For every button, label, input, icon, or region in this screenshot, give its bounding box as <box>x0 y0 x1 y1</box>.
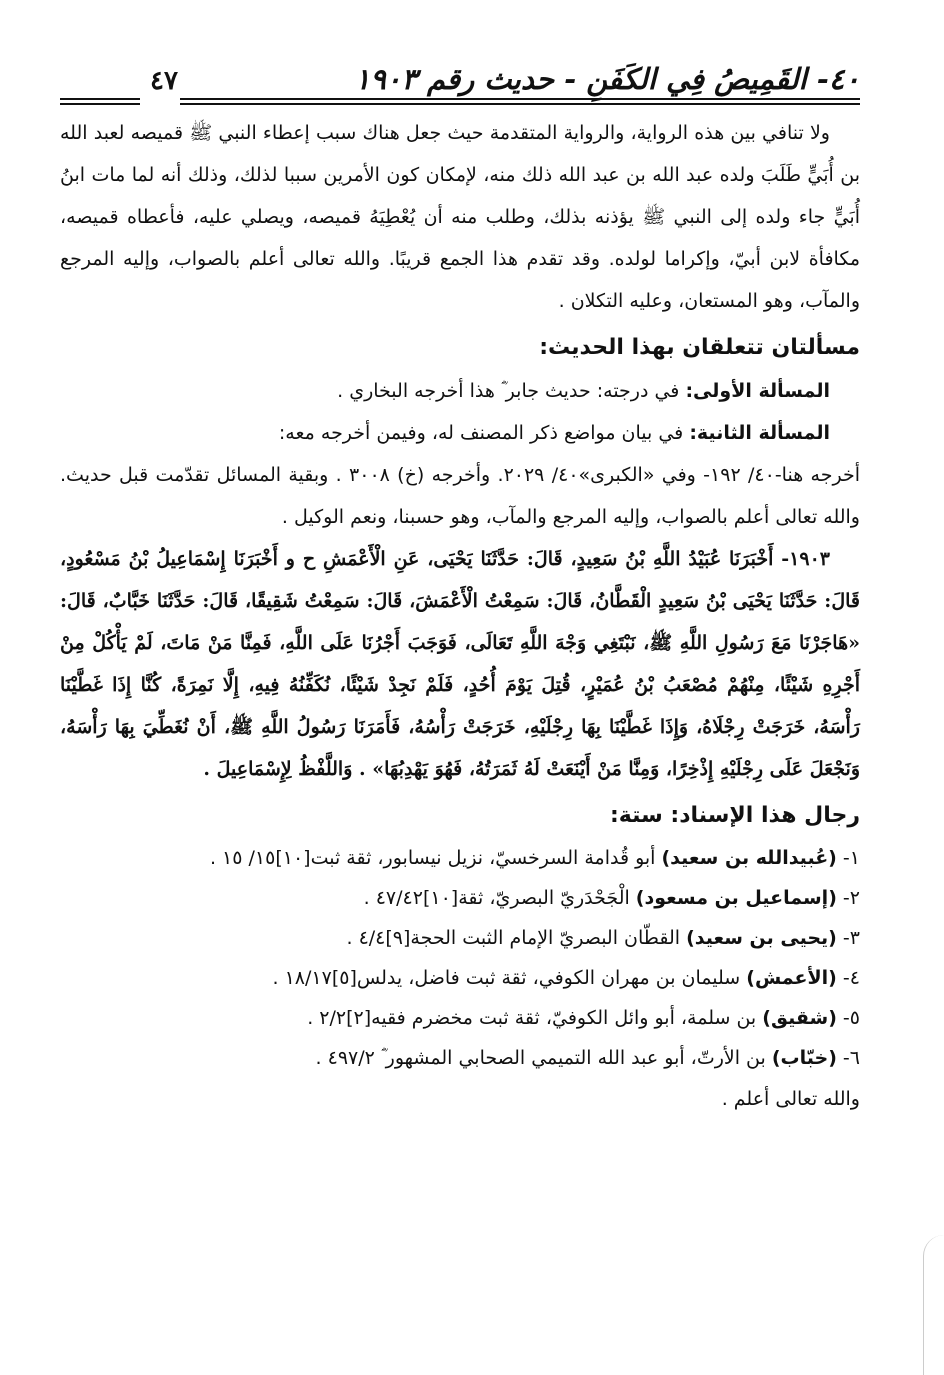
header-rule-line <box>60 98 860 100</box>
narrators-heading: رجال هذا الإسناد: ستة: <box>610 803 860 828</box>
issue-second-label: المسألة الثانية: <box>689 422 830 444</box>
narrator-number: ٥- <box>836 1007 860 1029</box>
chapter-title: ٤٠- القَمِيصُ فِي الكَفَنِ - حديث رقم ١٩٠٣ <box>354 62 860 96</box>
narrator-name: (إسماعيل بن مسعود) <box>635 887 837 909</box>
narrator-desc: أبو قُدامة السرخسيّ، نزيل نيسابور، ثقة ثبت[١٠]١٥/ ١٥ . <box>209 847 662 869</box>
narrator-name: (شقيق) <box>762 1007 837 1029</box>
narrator-name: (يحيى بن سعيد) <box>686 927 837 949</box>
page <box>60 56 860 1120</box>
list-item <box>60 918 860 958</box>
header-rule-line <box>60 103 860 105</box>
narrator-number: ٦- <box>836 1047 860 1069</box>
narrator-desc: القطّان البصريّ الإمام الثبت الحجة[٩]٤/٤ . <box>346 927 687 949</box>
closing-line: والله تعالى أعلم . <box>721 1088 860 1110</box>
narrator-number: ٤- <box>836 967 860 989</box>
narrator-number: ٣- <box>836 927 860 949</box>
issue-first-label: المسألة الأولى: <box>685 380 830 402</box>
narrator-desc: بن الأرتّ، أبو عبد الله التميمي الصحابي المشهور ؓ ٤٩٧/٢ . <box>315 1047 772 1069</box>
narrators-list <box>60 838 860 1078</box>
narrator-name: (خبّاب) <box>771 1047 837 1069</box>
list-item <box>60 838 860 878</box>
narrator-name: (الأعمش) <box>746 967 837 989</box>
extraction-paragraph: أخرجه هنا-٤٠/ ١٩٢- وفي «الكبرى»٤٠/ ٢٠٢٩. وأخرجه (خ) ٣٠٠٨ . وبقية المسائل تقدّمت قبل حديث. والله تعالى أعلم بالصواب، وإليه المرجع والمآب، وهو حسبنا، ونعم الوكيل . <box>60 464 860 528</box>
issues-heading: مسألتان تتعلقان بهذا الحديث: <box>539 335 860 360</box>
narrator-number: ١- <box>836 847 860 869</box>
narrator-desc: بن سلمة، أبو وائل الكوفيّ، ثقة ثبت مخضرم فقيه[٢]٢/٢ . <box>307 1007 763 1029</box>
intro-paragraph: ولا تنافي بين هذه الرواية، والرواية المتقدمة حيث جعل هناك سبب إعطاء النبي ﷺ قميصه لعبد الله بن أُبَيٍّ طَلَبَ ولده عبد الله بن عبد الله ذلك منه، لإمكان كون الأمرين سببا لذلك، وذلك أنه لما مات ابنُ أُبَيٍّ جاء ولده إلى النبي ﷺ يؤذنه بذلك، وطلب منه أن يُعْطِيَهُ قميصه، ويصلي عليه، فأعطاه قميصه، مكافأة لابن أبيّ، وإكراما لولده. وقد تقدم هذا الجمع قريبًا. والله تعالى أعلم بالصواب، وإليه المرجع والمآب، وهو المستعان، وعليه التكلان . <box>60 122 860 312</box>
narrator-number: ٢- <box>836 887 860 909</box>
list-item <box>60 958 860 998</box>
issue-first-text: في درجته: حديث جابر ؓ هذا أخرجه البخاري . <box>337 380 686 402</box>
narrator-name: (عُبيدالله بن سعيد) <box>661 847 837 869</box>
page-edge-curl <box>923 1235 944 1375</box>
issue-second <box>60 412 860 454</box>
header-rule-gap <box>140 98 180 112</box>
list-item <box>60 1038 860 1078</box>
issue-first <box>60 370 860 412</box>
narrator-desc: سليمان بن مهران الكوفي، ثقة ثبت فاضل، يدلس[٥]١٨/١٧ . <box>272 967 747 989</box>
hadith-text: ١٩٠٣- أَخْبَرَنَا عُبَيْدُ اللَّهِ بْنُ سَعِيدٍ، قَالَ: حَدَّثَنَا يَحْيَى، عَنِ الْأَعْمَشِ ح و أَخْبَرَنَا إِسْمَاعِيلُ بْنُ مَسْعُودٍ، قَالَ: حَدَّثَنَا يَحْيَى بْنُ سَعِيدٍ الْقَطَّانُ، قَالَ: سَمِعْتُ الْأَعْمَشَ، قَالَ: سَمِعْتُ شَقِيقًا، قَالَ: حَدَّثَنَا خَبَّابٌ، قَالَ: «هَاجَرْنَا مَعَ رَسُولِ اللَّهِ ﷺ، نَبْتَغِي وَجْهَ اللَّهِ تَعَالَى، فَوَجَبَ أَجْرُنَا عَلَى اللَّهِ، فَمِنَّا مَنْ مَاتَ، لَمْ يَأْكُلْ مِنْ أَجْرِهِ شَيْئًا، مِنْهُمْ مُصْعَبُ بْنُ عُمَيْرٍ، قُتِلَ يَوْمَ أُحُدٍ، فَلَمْ نَجِدْ شَيْئًا، نُكَفِّنُهُ فِيهِ، إِلَّا نَمِرَةً، كُنَّا إِذَا غَطَّيْنَا رَأْسَهُ، خَرَجَتْ رِجْلَاهُ، وَإِذَا غَطَّيْنَا بِهَا رِجْلَيْهِ، خَرَجَتْ رَأْسُهُ، فَأَمَرَنَا رَسُولُ اللَّهِ ﷺ، أَنْ نُغَطِّيَ بِهَا رَأْسَهُ، وَنَجْعَلَ عَلَى رِجْلَيْهِ إِذْخِرًا، وَمِنَّا مَنْ أَيْنَعَتْ لَهُ ثَمَرَتُهُ، فَهُوَ يَهْدِبُهَا» . وَاللَّفْظُ لِإِسْمَاعِيلَ . <box>60 548 860 780</box>
list-item <box>60 878 860 918</box>
issue-second-text: في بيان مواضع ذكر المصنف له، وفيمن أخرجه معه: <box>278 422 690 444</box>
header-rule <box>60 98 860 112</box>
running-header <box>60 56 860 96</box>
page-number: ٤٧ <box>150 66 178 96</box>
list-item <box>60 998 860 1038</box>
narrator-desc: الْجَحْدَريّ البصريّ، ثقة[١٠]٤٧/٤٢ . <box>363 887 636 909</box>
